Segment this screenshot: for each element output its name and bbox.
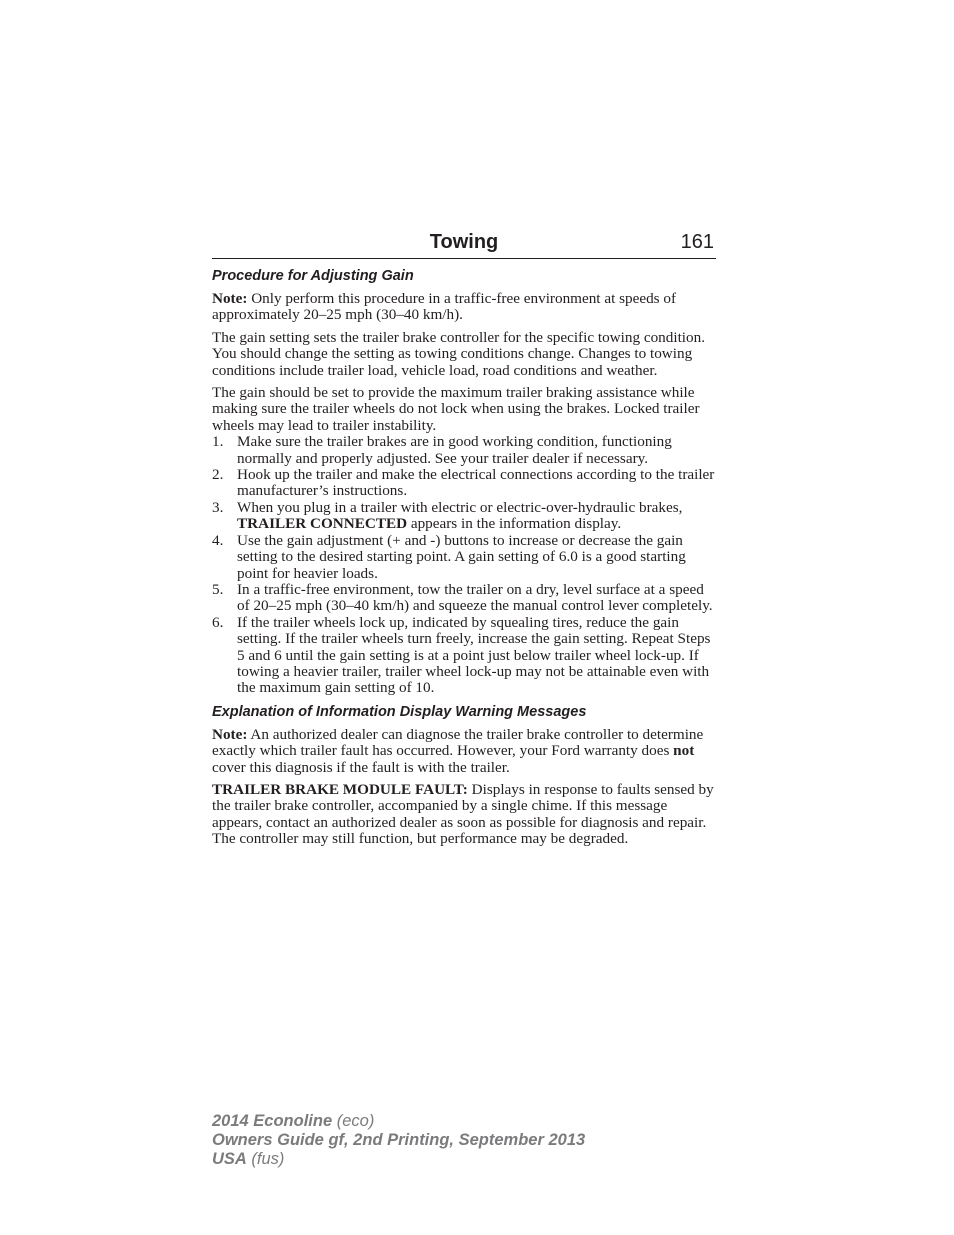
footer-line-region	[212, 1150, 585, 1169]
footer-model-code: (eco)	[332, 1112, 375, 1130]
step-number: 5.	[212, 580, 224, 598]
section-heading-warning-messages: Explanation of Information Display Warning Messages	[212, 703, 587, 720]
step-item	[212, 533, 718, 582]
step-text: appears in the information display.	[407, 515, 622, 533]
step-item	[212, 582, 718, 615]
step-text: When you plug in a trailer with electric or electric-over-hydraulic brakes,	[237, 498, 683, 516]
footer-region-code: (fus)	[246, 1150, 285, 1168]
footer-model-name: 2014 Econoline	[212, 1112, 333, 1130]
step-number: 2.	[212, 466, 224, 484]
step-item	[212, 500, 718, 533]
footer-line-model	[212, 1112, 585, 1131]
note-paragraph	[212, 727, 718, 776]
note-label: Note:	[212, 725, 248, 743]
note-label: Note:	[212, 290, 248, 307]
page-header	[212, 230, 716, 259]
footer-region-name: USA	[212, 1150, 247, 1168]
step-text: Hook up the trailer and make the electrical connections according to the trailer manufacturer’s instructions.	[237, 466, 715, 500]
note-text: An authorized dealer can diagnose the trailer brake controller to determine exactly which trailer fault has occurred. However, your Ford warranty does	[212, 725, 704, 760]
step-number: 1.	[212, 433, 224, 451]
step-text: In a traffic-free environment, tow the trailer on a dry, level surface at a speed of 20–25 mph (30–40 km/h) and squeeze the manual control lever completely.	[237, 580, 713, 615]
section-heading-adjusting-gain: Procedure for Adjusting Gain	[212, 268, 414, 284]
footer-edition-text: Owners Guide gf, 2nd Printing, September 2013	[212, 1131, 586, 1149]
note-paragraph	[212, 291, 718, 324]
body-paragraph: The gain setting sets the trailer brake controller for the specific towing condition. You should change the setting as towing conditions change. Changes to towing conditions include trailer load, vehicle load, road conditions and weather.	[212, 328, 706, 379]
step-text: Make sure the trailer brakes are in good working condition, functioning normally and properly adjusted. See your trailer dealer if necessary.	[237, 433, 672, 467]
note-text: Only perform this procedure in a traffic-free environment at speeds of approximately 20–25 mph (30–40 km/h).	[212, 290, 677, 324]
fault-paragraph	[212, 782, 718, 848]
footer-line-edition	[212, 1131, 585, 1150]
body-paragraph: The gain should be set to provide the maximum trailer braking assistance while making sure the trailer wheels do not lock when using the brakes. Locked trailer wheels may lead to trailer instability.	[212, 384, 700, 434]
fault-label: TRAILER BRAKE MODULE FAULT:	[212, 780, 468, 798]
step-item	[212, 467, 718, 500]
step-number: 4.	[212, 531, 224, 549]
display-message-trailer-connected: TRAILER CONNECTED	[237, 515, 408, 533]
step-text: Use the gain adjustment (+ and -) buttons to increase or decrease the gain setting to the desired starting point. A gain setting of 6.0 is a good starting point for heavier loads.	[237, 531, 686, 582]
page-number: 161	[680, 231, 714, 253]
step-number: 6.	[212, 613, 224, 631]
chapter-title: Towing	[429, 231, 499, 253]
note-emphasis: not	[673, 742, 695, 760]
procedure-steps	[212, 434, 718, 697]
page-footer	[212, 1112, 585, 1169]
step-item	[212, 615, 718, 697]
fault-text: Displays in response to faults sensed by the trailer brake controller, accompanied by a single chime. If this message appears, contact an authorized dealer as soon as possible for diagnosis and repair. The controller may still function, but performance may be degraded.	[212, 780, 714, 848]
note-text: cover this diagnosis if the fault is with the trailer.	[212, 758, 510, 776]
step-text: If the trailer wheels lock up, indicated by squealing tires, reduce the gain setting. If the trailer wheels turn freely, increase the gain setting. Repeat Steps 5 and 6 until the gain setting is at a point just below trailer wheel lock-up. If towing a heavier trailer, trailer wheel lock-up may not be attainable even with the maximum gain setting of 10.	[237, 613, 711, 697]
step-number: 3.	[212, 498, 224, 516]
page-content	[212, 267, 718, 854]
step-item	[212, 434, 718, 467]
